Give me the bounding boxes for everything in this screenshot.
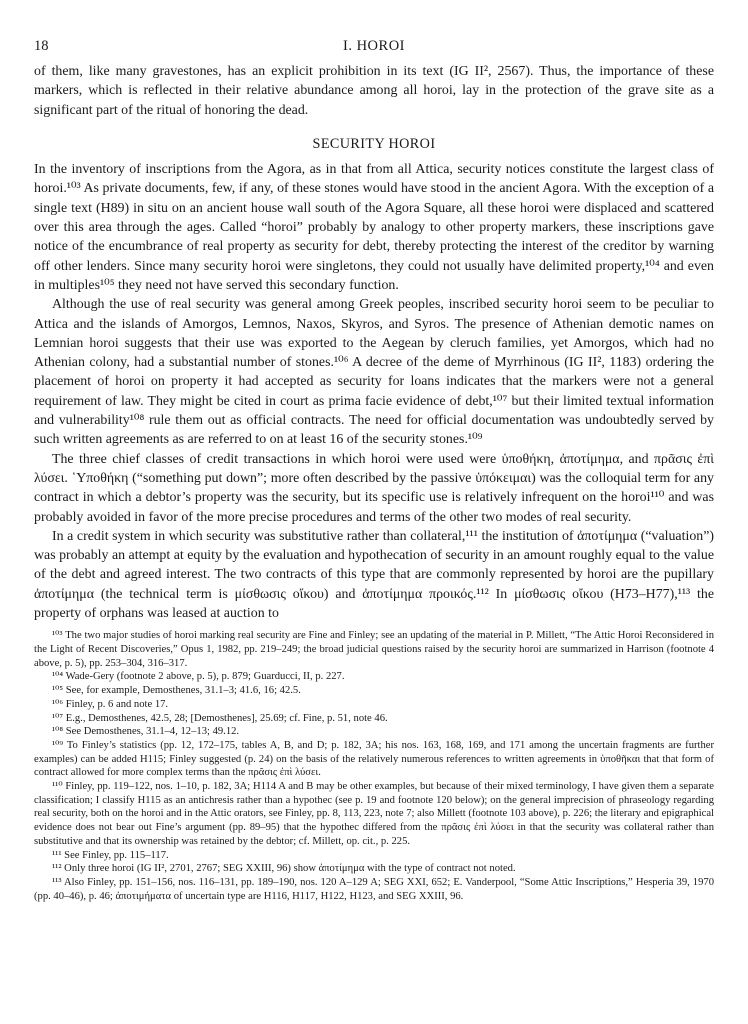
footnote-105: ¹⁰⁵ See, for example, Demosthenes, 31.1–3; 41.6, 16; 42.5. [52, 685, 301, 697]
footnote-113: ¹¹³ Also Finley, pp. 151–156, nos. 116–131, pp. 189–190, nos. 120 A–129 A; SEG XXI, 652; E. Vanderpool, “Some Attic Inscriptions,” Hesperia 39, 1970 (pp. 40–46), p. 46; ἀποτιμήματα of uncertain type are H116, H117, H122, H123, and SEG XXIII, 96. [34, 876, 714, 902]
paragraph-1: In the inventory of inscriptions from the Agora, as in that from all Attica, security notices constitute the largest class of horoi.¹⁰³ As private documents, few, if any, of these stones would have stood in the ancient Agora. With the exception of a single text (H89) in situ on an ancient house wall south of the Agora Square, all these horoi were displaced and scattered over this area through the ages. Called “horoi” probably by analogy to other property markers, these inscriptions gave notice of the encumbrance of real property as security for debt, thereby protecting the interest of the creditor by warning off other lenders. Since many security horoi were singletons, they could not usually have delimited property,¹⁰⁴ and even in multiples¹⁰⁵ they need not have served this secondary function. [34, 162, 714, 293]
page [34, 38, 714, 903]
paragraph-4: In a credit system in which security was substitutive rather than collateral,¹¹¹ the institution of ἀποτίμημα (“valuation”) was probably an attempt at equity by the evaluation and hypothecation of security in an amount roughly equal to the value of the debt and agreed interest. The two contracts of this type that are commonly represented by horoi are the pupillary ἀποτίμημα (the technical term is μίσθωσις οἴκου) and ἀποτίμημα προικός.¹¹² In μίσθωσις οἴκου (H73–H77),¹¹³ the property of orphans was leased at auction to [34, 528, 714, 622]
page-number: 18 [34, 38, 49, 54]
footnote-106: ¹⁰⁶ Finley, p. 6 and note 17. [52, 698, 169, 710]
footnote-107: ¹⁰⁷ E.g., Demosthenes, 42.5, 28; [Demosthenes], 25.69; cf. Fine, p. 51, note 46. [52, 712, 388, 724]
footnote-108: ¹⁰⁸ See Demosthenes, 31.1–4, 12–13; 49.12. [52, 726, 240, 738]
section-title: SECURITY HOROI [312, 135, 436, 152]
footnote-103: ¹⁰³ The two major studies of horoi marking real security are Fine and Finley; see an updating of the material in P. Millett, “The Attic Horoi Reconsidered in the Light of Recent Discoveries,” Opus 1, 1982, pp. 219–249; the broad judicial questions raised by the security horoi are summarized in Harrison (footnote 4 above, p. 5), pp. 253–304, 316–317. [34, 630, 714, 669]
footnote-109: ¹⁰⁹ To Finley’s statistics (pp. 12, 172–175, tables A, B, and D; p. 182, 3A; his nos. 163, 168, 169, and 171 among the uncertain fragments are further examples) can be added H115; Finley suggested (p. 24) on the basis of the relatively numerous references to written agreements in ὑποθῆκαι that that form of contract allowed for more complex terms than the πρᾶσις ἐπὶ λύσει. [34, 739, 714, 779]
running-head: I. HOROI [343, 38, 405, 54]
intro-paragraph: of them, like many gravestones, has an explicit prohibition in its text (IG II², 2567). Thus, the importance of these markers, which is reflected in their relative abundance among all horoi, lay in the protection of the grave site as a significant part of the ritual of honoring the dead. [34, 64, 714, 118]
footnote-111: ¹¹¹ See Finley, pp. 115–117. [52, 849, 169, 861]
paragraph-2: Although the use of real security was general among Greek peoples, inscribed security horoi seem to be peculiar to Attica and the islands of Amorgos, Lemnos, Naxos, Skyros, and Syros. The presence of Athenian demotic names on Lemnian horoi suggests that their use was exported to the Aegean by cleruch families, yet Amorgos, which had no Athenian colony, had a substantial number of stones.¹⁰⁶ A decree of the deme of Myrrhinous (IG II², 1183) ordering the placement of horoi on property it had accepted as security for loans indicates that the markers were not a general requirement of law. They might be cited in court as prima facie evidence of debt,¹⁰⁷ but their limited textual information and vulnerability¹⁰⁸ rule them out as official contracts. The need for official documentation was undoubtedly served by such written agreements as are referred to on at least 16 of the security stones.¹⁰⁹ [34, 297, 714, 448]
page-header [34, 38, 714, 60]
footnote-112: ¹¹² Only three horoi (IG II², 2701, 2767; SEG XXIII, 96) show ἀποτίμημα with the type of contract not noted. [52, 863, 516, 875]
footnote-104: ¹⁰⁴ Wade-Gery (footnote 2 above, p. 5), p. 879; Guarducci, II, p. 227. [52, 671, 345, 683]
footnote-110: ¹¹⁰ Finley, pp. 119–122, nos. 1–10, p. 182, 3A; H114 A and B may be other examples, but because of their mixed terminology, I have given them a separate classification; I classify H115 as an antichresis rather than a hypothec (see p. 19 and footnote 120 below); on the general imprecision of phraseology regarding real security, both on the horoi and in the Attic orators, see Finley, pp. 8, 113, 223, note 7; also Millett (footnote 103 above), p. 226; the literary and epigraphical evidence does not bear out Fine’s argument (pp. 89–95) that the hypothec differed from the πρᾶσις ἐπὶ λύσει in that the security was collateral rather than substitutive and that its ownership was retained by the debtor; cf. Millett, op. cit., p. 225. [34, 781, 714, 847]
footnotes [34, 629, 714, 903]
paragraph-3: The three chief classes of credit transactions in which horoi were used were ὑποθήκη, ἀποτίμημα, and πρᾶσις ἐπὶ λύσει. ῾Υποθήκη (“something put down”; more often described by the passive ὑπόκειμαι) was the colloquial term for any contract in which a debtor’s property was the security, but its specific use is relatively infrequent on the horoi¹¹⁰ and was probably avoided in favor of the more precise procedures and terms of the other two modes of real security. [34, 451, 714, 525]
body-text [34, 62, 714, 623]
